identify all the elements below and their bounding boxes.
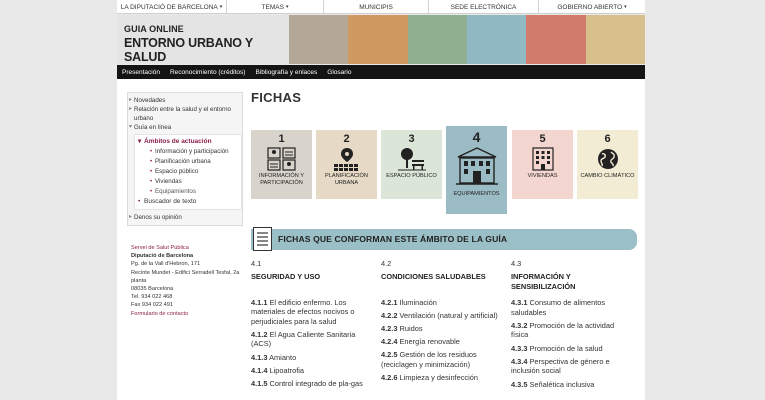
subnav-glosario[interactable]: Glosario: [327, 68, 352, 76]
bullet-icon: •: [138, 198, 141, 205]
sidebar-item-label: Relación entre la salud y el entorno urbano: [134, 106, 231, 122]
ficha-link[interactable]: [251, 353, 369, 363]
site-header: [117, 15, 645, 64]
sidebar-item-label: Guía en línea: [134, 124, 172, 131]
globe-icon: [593, 147, 623, 171]
contact-fax: Fax 934 022 491: [131, 302, 173, 309]
tile-number: 1: [278, 133, 285, 145]
ficha-code: 4.3.1: [511, 298, 528, 307]
column-number: 4.1: [251, 259, 262, 268]
ficha-code: 4.2.2: [381, 310, 398, 320]
bullet-icon: ▸: [129, 214, 133, 220]
color-stripe: [526, 15, 585, 64]
ficha-code: 4.3.5: [511, 379, 528, 389]
main-content: [251, 79, 639, 400]
topnav-label: MUNICIPIS: [359, 3, 393, 11]
sidebar-item-label: Viviendas: [155, 178, 182, 185]
top-navigation: [117, 0, 645, 14]
color-stripe: [408, 15, 467, 64]
contact-tel: Tel. 934 022 468: [131, 294, 173, 301]
building-icon: [456, 147, 498, 185]
contact-name: Diputació de Barcelona: [131, 253, 194, 260]
ficha-code: 4.2.5: [381, 350, 398, 360]
sidebar-item-equipamientos[interactable]: [135, 187, 241, 197]
ficha-code: 4.1.1: [251, 297, 268, 307]
sidebar-item-label: Equipamientos: [155, 188, 196, 195]
ficha-title: Energía renovable: [397, 337, 460, 347]
ficha-link[interactable]: [511, 298, 629, 317]
sidebar-item-viviendas[interactable]: [135, 177, 241, 187]
bullet-icon: •: [150, 189, 153, 195]
bullet-icon: •: [150, 169, 153, 175]
ambit-tiles: [251, 126, 639, 206]
color-stripe: [289, 15, 348, 64]
ficha-code: 4.3.3: [511, 343, 528, 353]
column-items: [381, 298, 499, 383]
content-panel: [117, 79, 645, 400]
brand-line2: ENTORNO URBANO Y SALUD: [124, 36, 253, 64]
ficha-title: Limpieza y desinfección: [397, 373, 478, 383]
section-band-title: FICHAS QUE CONFORMAN ESTE ÁMBITO DE LA GUÍA: [278, 234, 508, 244]
column-spacer: [511, 291, 629, 298]
topnav-label: SEDE ELECTRÓNICA: [450, 3, 517, 11]
tile-number: 2: [343, 133, 350, 145]
ficha-title: Ventilación (natural y artificial): [397, 310, 498, 320]
ficha-title: Señalética inclusiva: [527, 379, 595, 389]
tile-label: PLANIFICACIÓN URBANA: [325, 173, 368, 186]
sidebar-menu: [127, 92, 243, 226]
ficha-link[interactable]: [511, 321, 629, 340]
ficha-title: Ruidos: [397, 323, 423, 333]
ficha-title: Consumo de alimentos saludables: [511, 298, 606, 317]
ficha-title: Gestión de los residuos (reciclagen y minimización): [381, 350, 477, 369]
color-stripe: [467, 15, 526, 64]
ficha-link[interactable]: [511, 380, 629, 390]
ficha-title: Lipoatrofia: [267, 365, 305, 375]
tile-viviendas[interactable]: [512, 130, 573, 199]
document-list-icon: [253, 227, 272, 251]
ficha-link[interactable]: [251, 330, 369, 349]
subnav-reconocimiento[interactable]: Reconocimiento (créditos): [169, 68, 246, 76]
contact-address2: Recinte Mundet - Edifici Serradell Tesfal, 2a planta: [131, 269, 240, 284]
chevron-down-icon: ▾: [219, 4, 223, 10]
sidebar-item-label: Buscador de texto: [144, 198, 197, 205]
tile-cambio-climatico[interactable]: [577, 130, 638, 199]
column-items: [251, 298, 369, 389]
ficha-code: 4.2.4: [381, 337, 398, 347]
sidebar-item-planificacion[interactable]: [135, 157, 241, 167]
ficha-code: 4.2.1: [381, 297, 398, 307]
section-band: [251, 229, 637, 250]
tile-number: 5: [539, 133, 546, 145]
map-pin-icon: [332, 147, 362, 171]
ficha-code: 4.3.2: [511, 320, 528, 330]
sidebar: [127, 92, 243, 318]
ficha-title: Promoción de la salud: [527, 343, 603, 353]
bullet-icon: •: [150, 179, 153, 185]
contact-postal: 08035 Barcelona: [131, 286, 174, 293]
people-board-icon: [267, 147, 297, 171]
ficha-title: Amianto: [267, 352, 297, 362]
chevron-down-icon: ▾: [285, 4, 289, 10]
tile-label: VIVIENDAS: [527, 173, 558, 179]
ficha-code: 4.1.3: [251, 352, 268, 362]
site-brand[interactable]: [117, 15, 289, 64]
apartment-building-icon: [528, 147, 558, 171]
ficha-title: El edificio enfermo. Los materiales de efectos nocivos o perjudiciales para la salud: [251, 297, 355, 326]
sidebar-submenu: [134, 134, 242, 210]
tile-planificacion[interactable]: [316, 130, 377, 199]
secondary-navigation: [117, 65, 645, 79]
ficha-link[interactable]: [251, 366, 369, 376]
color-stripe: [348, 15, 407, 64]
ficha-code: 4.3.4: [511, 356, 528, 366]
topnav-gobierno[interactable]: [539, 0, 645, 14]
ficha-title: Control integrado de pla-gas: [267, 379, 363, 389]
subnav-bibliografia[interactable]: Bibliografía y enlaces: [255, 68, 318, 76]
topnav-municipis[interactable]: [324, 0, 429, 14]
sidebar-item-informacion[interactable]: [135, 147, 241, 157]
contact-form-link[interactable]: Formulario de contacto: [131, 310, 189, 317]
tile-informacion[interactable]: [251, 130, 312, 199]
ficha-code: 4.1.5: [251, 379, 268, 389]
sidebar-item-relacion[interactable]: [128, 105, 242, 123]
topnav-diputacio[interactable]: [117, 0, 227, 14]
ficha-code: 4.1.2: [251, 329, 268, 339]
ficha-link[interactable]: [251, 379, 369, 389]
topnav-label: LA DIPUTACIÓ DE BARCELONA: [120, 3, 218, 11]
column-number: 4.2: [381, 259, 392, 268]
ficha-link[interactable]: [381, 350, 499, 369]
topnav-sede[interactable]: [429, 0, 539, 14]
brand-line1: GUIA ONLINE: [124, 24, 184, 34]
topnav-label: TEMAS: [261, 3, 284, 11]
bullet-icon: ▸: [129, 106, 133, 112]
tile-equipamientos[interactable]: [446, 126, 507, 214]
sidebar-item-espacio[interactable]: [135, 167, 241, 177]
fichas-column: [251, 259, 369, 392]
sidebar-item-buscador[interactable]: [135, 197, 241, 207]
ficha-link[interactable]: [511, 357, 629, 376]
bullet-icon: •: [150, 149, 153, 155]
sidebar-item-label: Novedades: [134, 97, 166, 104]
ficha-link[interactable]: [251, 298, 369, 327]
chevron-down-icon: ▾: [624, 4, 627, 10]
sidebar-item-label: Ámbitos de actuación: [144, 138, 212, 145]
ficha-title: Perspectiva de género e inclusión social: [511, 356, 610, 376]
contact-address1: Pg. de la Vall d'Hebron, 171: [131, 261, 201, 268]
topnav-label: GOBIERNO ABIERTO: [557, 3, 623, 11]
ficha-title: Iluminación: [397, 297, 437, 307]
bullet-icon: ▾: [129, 124, 133, 130]
ficha-link[interactable]: [381, 324, 499, 334]
bullet-icon: ▾: [138, 138, 142, 145]
lines-glyph: [254, 228, 271, 249]
bullet-icon: ▸: [129, 97, 133, 103]
tile-number: 6: [604, 133, 611, 145]
subnav-presentacion[interactable]: Presentación: [122, 68, 160, 76]
color-stripes: [289, 15, 645, 64]
tile-label: EQUIPAMIENTOS: [453, 191, 500, 197]
fichas-column: [511, 259, 629, 393]
sidebar-item-label: Denos su opinión: [134, 214, 182, 221]
column-spacer: [251, 282, 369, 298]
tile-number: 3: [408, 133, 415, 145]
column-title: CONDICIONES SALUDABLES: [381, 272, 486, 281]
ficha-link[interactable]: [381, 373, 499, 383]
sidebar-item-label: Espacio público: [155, 168, 199, 175]
ficha-link[interactable]: [381, 298, 499, 308]
ficha-code: 4.2.6: [381, 373, 398, 383]
column-number: 4.3: [511, 259, 522, 268]
sidebar-item-novedades[interactable]: [128, 96, 242, 105]
ficha-link[interactable]: [381, 311, 499, 321]
column-title: INFORMACIÓN Y SENSIBILIZACIÓN: [511, 272, 576, 291]
ficha-title: Promoción de la actividad física: [511, 320, 615, 340]
fichas-column: [381, 259, 499, 386]
column-items: [511, 298, 629, 389]
tile-label: INFORMACIÓN Y PARTICIPACIÓN: [259, 173, 304, 186]
color-stripe: [586, 15, 645, 64]
ficha-code: 4.2.3: [381, 323, 398, 333]
bullet-icon: •: [150, 159, 153, 165]
page-title: FICHAS: [251, 90, 302, 105]
ficha-title: El Agua Caliente Sanitaria (ACS): [251, 329, 356, 349]
ficha-code: 4.1.4: [251, 365, 268, 375]
tile-number: 4: [472, 129, 481, 145]
sidebar-item-label: Planificación urbana: [155, 158, 211, 165]
sidebar-item-label: Información y participación: [155, 148, 229, 155]
tile-label: CAMBIO CLIMÁTICO: [580, 173, 635, 179]
ficha-link[interactable]: [381, 337, 499, 347]
tile-label: ESPACIO PÚBLICO: [386, 173, 437, 179]
ficha-link[interactable]: [511, 344, 629, 354]
contact-org[interactable]: Servei de Salut Pública: [131, 245, 189, 251]
sidebar-item-opinion[interactable]: [128, 213, 242, 222]
sidebar-item-guia[interactable]: [128, 123, 242, 132]
column-title: SEGURIDAD Y USO: [251, 272, 321, 281]
contact-block: [127, 244, 243, 318]
tile-espacio[interactable]: [381, 130, 442, 199]
sidebar-item-ambitos[interactable]: [135, 137, 241, 147]
column-spacer: [381, 282, 499, 298]
topnav-temas[interactable]: [227, 0, 324, 14]
tree-bench-icon: [397, 147, 427, 171]
